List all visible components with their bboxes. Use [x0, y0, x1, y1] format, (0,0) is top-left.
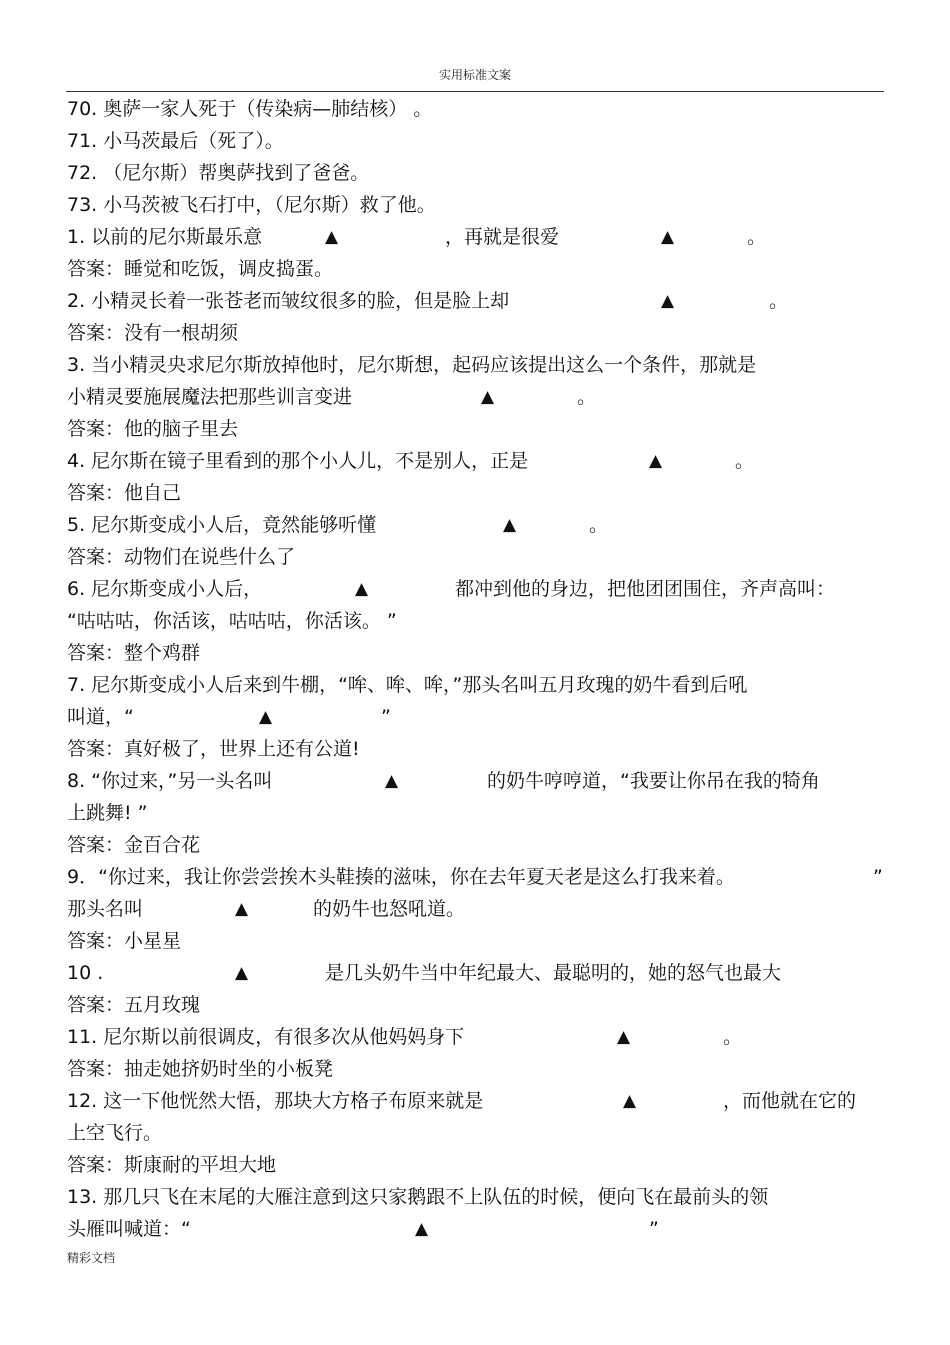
blank-marker-icon: ▲: [661, 227, 675, 247]
line-71: 71. 小马茨最后（死了）。: [67, 130, 284, 152]
answer-9: 答案：小星星: [67, 930, 182, 952]
question-3-line-1: 3. 当小精灵央求尼尔斯放掉他时，尼尔斯想，起码应该提出这么一个条件，那就是: [67, 354, 757, 376]
answer-11: 答案：抽走她挤奶时坐的小板凳: [67, 1058, 334, 1080]
page-header: 实用标准文案: [438, 68, 511, 82]
q13-text-b: 头雁叫喊道：“: [67, 1218, 191, 1240]
answer-3: 答案：他的脑子里去: [67, 418, 239, 440]
q5-text-a: 5. 尼尔斯变成小人后，竟然能够听懂: [67, 514, 377, 536]
q2-text-b: 。: [769, 290, 789, 312]
line-70: 70. 奥萨一家人死于（传染病—肺结核） 。: [67, 98, 433, 120]
blank-marker-icon: ▲: [661, 291, 675, 311]
blank-marker-icon: ▲: [503, 515, 517, 535]
answer-6: 答案：整个鸡群: [67, 642, 201, 664]
line-72: 72. （尼尔斯）帮奥萨找到了爸爸。: [67, 162, 370, 184]
q7-text-b: 叫道，“: [67, 706, 134, 728]
answer-12: 答案：斯康耐的平坦大地: [67, 1154, 277, 1176]
q3-text-b: 小精灵要施展魔法把那些训言变进: [67, 386, 353, 408]
answer-10: 答案：五月玫瑰: [67, 994, 201, 1016]
answer-1: 答案：睡觉和吃饭，调皮捣蛋。: [67, 258, 334, 280]
page-footer: 精彩文档: [67, 1251, 116, 1265]
answer-8: 答案：金百合花: [67, 834, 201, 856]
q12-text-a: 12. 这一下他恍然大悟，那块大方格子布原来就是: [67, 1090, 484, 1112]
blank-marker-icon: ▲: [617, 1027, 631, 1047]
blank-marker-icon: ▲: [355, 579, 369, 599]
q9-text-c: 那头名叫: [67, 898, 144, 920]
header-rule: [66, 91, 884, 92]
blank-marker-icon: ▲: [235, 899, 249, 919]
q6-text-a: 6. 尼尔斯变成小人后，: [67, 578, 263, 600]
q1-text-b: ，再就是很爱: [445, 226, 560, 248]
q2-text-a: 2. 小精灵长着一张苍老而皱纹很多的脸，但是脸上却: [67, 290, 510, 312]
q6-text-b: 都冲到他的身边，把他团团围住，齐声高叫：: [455, 578, 836, 600]
question-8-line-2: 上跳舞! ”: [67, 802, 148, 824]
q10-text-b: 是几头奶牛当中年纪最大、最聪明的，她的怒气也最大: [325, 962, 782, 984]
q9-text-b: ”: [873, 866, 883, 888]
blank-marker-icon: ▲: [259, 707, 273, 727]
q11-text-b: 。: [723, 1026, 743, 1048]
q11-text-a: 11. 尼尔斯以前很调皮，有很多次从他妈妈身下: [67, 1026, 465, 1048]
q9-text-d: 的奶牛也怒吼道。: [313, 898, 466, 920]
blank-marker-icon: ▲: [481, 387, 495, 407]
answer-5: 答案：动物们在说些什么了: [67, 546, 296, 568]
q13-text-c: ”: [649, 1218, 659, 1240]
answer-4: 答案：他自己: [67, 482, 182, 504]
question-6-line-2: “咕咕咕，你活该，咕咕咕，你活该。 ”: [67, 610, 397, 632]
q7-text-c: ”: [381, 706, 391, 728]
q8-text-a: 8. “你过来，”另一头名叫: [67, 770, 273, 792]
q8-text-b: 的奶牛哼哼道，“我要让你吊在我的犄角: [487, 770, 820, 792]
question-7-line-1: 7. 尼尔斯变成小人后来到牛棚，“哞、哞、哞，”那头名叫五月玫瑰的奶牛看到后吼: [67, 674, 748, 696]
blank-marker-icon: ▲: [325, 227, 339, 247]
q9-text-a: 9．“你过来，我让你尝尝挨木头鞋揍的滋味，你在去年夏天老是这么打我来着。: [67, 866, 735, 888]
question-12-line-2: 上空飞行。: [67, 1122, 163, 1144]
blank-marker-icon: ▲: [623, 1091, 637, 1111]
q12-text-b: ，而他就在它的: [723, 1090, 857, 1112]
blank-marker-icon: ▲: [235, 963, 249, 983]
blank-marker-icon: ▲: [385, 771, 399, 791]
question-13-line-1: 13. 那几只飞在末尾的大雁注意到这只家鹅跟不上队伍的时候，便向飞在最前头的领: [67, 1186, 769, 1208]
q1-text-c: 。: [747, 226, 767, 248]
q5-text-b: 。: [589, 514, 609, 536]
blank-marker-icon: ▲: [415, 1219, 429, 1239]
blank-marker-icon: ▲: [649, 451, 663, 471]
q4-text-a: 4. 尼尔斯在镜子里看到的那个小人儿，不是别人，正是: [67, 450, 529, 472]
q3-text-c: 。: [577, 386, 597, 408]
q1-text-a: 1. 以前的尼尔斯最乐意: [67, 226, 263, 248]
answer-7: 答案：真好极了，世界上还有公道!: [67, 738, 360, 760]
q10-text-a: 10 .: [67, 962, 104, 984]
line-73: 73. 小马茨被飞石打中，（尼尔斯）救了他。: [67, 194, 436, 216]
q4-text-b: 。: [735, 450, 755, 472]
answer-2: 答案：没有一根胡须: [67, 322, 239, 344]
